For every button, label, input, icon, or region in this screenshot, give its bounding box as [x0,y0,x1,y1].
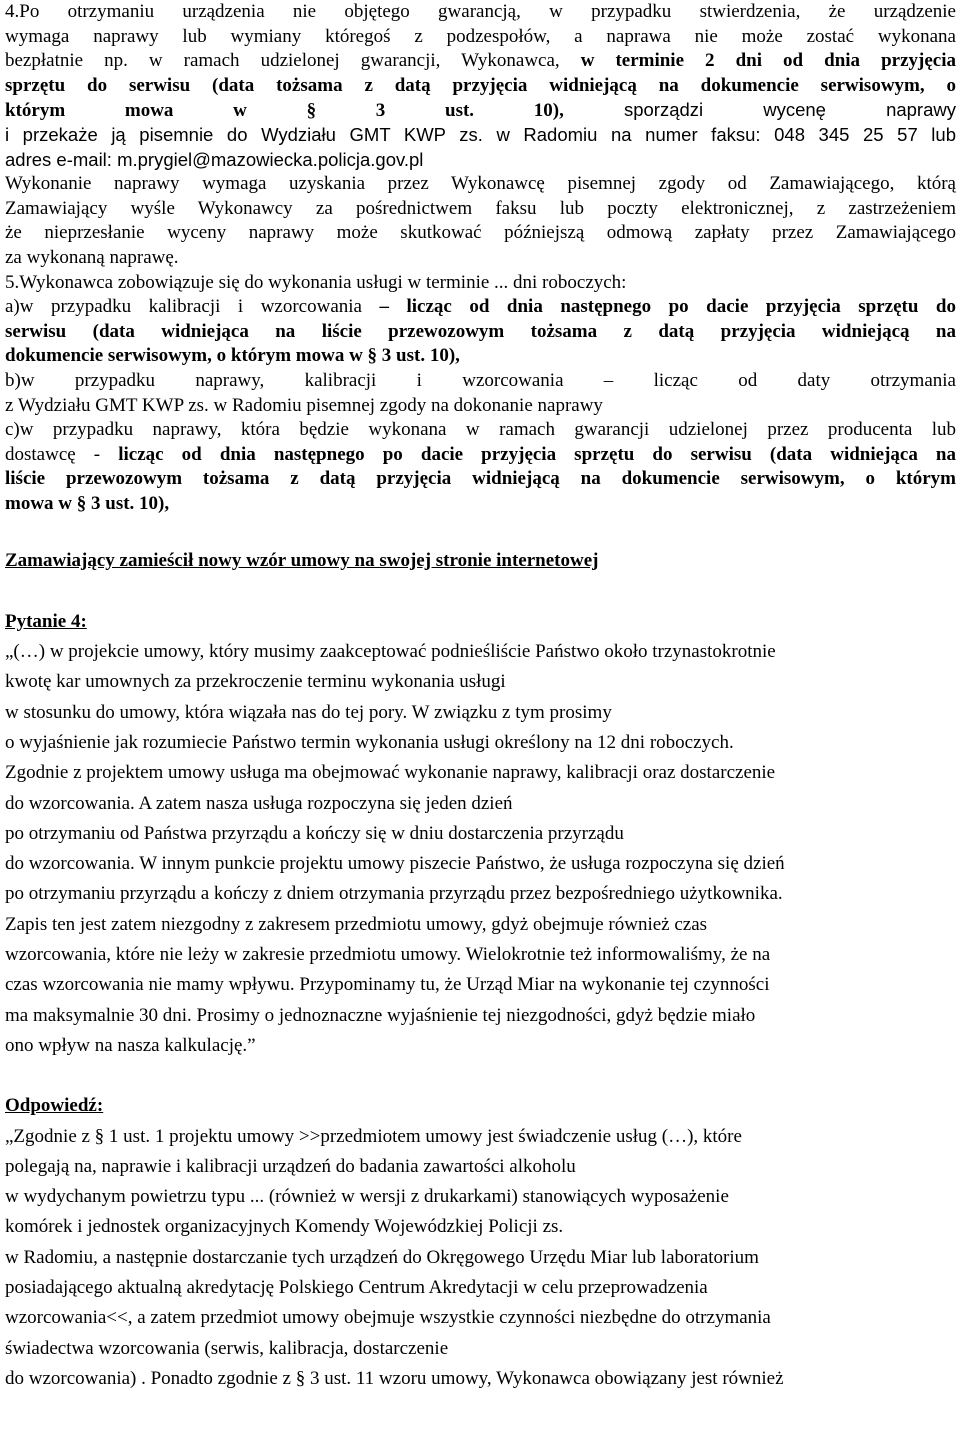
text-line: serwisu (data widniejąca na liście przewozowym tożsama z datą przyjęcia widniejącą na [5,320,956,342]
text-line: komórek i jednostek organizacyjnych Komendy Wojewódzkiej Policji zs. [5,1216,564,1238]
text-line: o wyjaśnienie jak rozumiecie Państwo termin wykonania usługi określony na 12 dni roboczych. [5,731,734,753]
text-line: kwotę kar umownych za przekroczenie terminu wykonania usługi [5,671,506,693]
text-line: wzorcowania<<, a zatem przedmiot umowy obejmuje wszystkie czynności niezbędne do otrzymania [5,1307,771,1329]
text-span: a)w przypadku kalibracji i wzorcowania [5,296,380,318]
spacer [5,1061,956,1091]
text-span: sporządzi wycenę naprawy [563,99,956,121]
answer-block [5,1091,956,1394]
text-line: „(…) w projekcie umowy, który musimy zaakceptować podnieśliście Państwo około trzynastokrotnie [5,641,776,663]
section-4-5 [5,0,956,516]
text-line: 4.Po otrzymaniu urządzenia nie objętego gwarancją, w przypadku stwierdzenia, że urządzenie [5,1,956,22]
bold-span: którym mowa w § 3 ust. 10), [5,100,564,122]
text-line: c)w przypadku naprawy, która będzie wykonana w ramach gwarancji udzielonej przez producenta lub [5,419,956,441]
text-line: Wykonanie naprawy wymaga uzyskania przez Wykonawcę pisemnej zgody od Zamawiającego, którą [5,173,956,195]
text-line: 5.Wykonawca zobowiązuje się do wykonania usługi w terminie ... dni roboczych: [5,271,627,293]
text-line: „Zgodnie z § 1 ust. 1 projektu umowy >>przedmiotem umowy jest świadczenie usług (…), które [5,1125,742,1147]
spacer [5,577,956,607]
text-line: po otrzymaniu od Państwa przyrządu a kończy się w dniu dostarczenia przyrządu [5,822,624,844]
text-line: Zamawiający wyśle Wykonawcy za pośrednictwem faksu lub poczty elektronicznej, z zastrzeżeniem [5,197,956,219]
text-line: wzorcowania, które nie leży w zakresie przedmiotu umowy. Wielokrotnie też informowaliśmy, że na [5,944,771,966]
text-line: w Radomiu, a następnie dostarczanie tych urządzeń do Okręgowego Urzędu Miar lub laboratorium [5,1246,759,1268]
text-line: Zapis ten jest zatem niezgodny z zakresem przedmiotu umowy, gdyż obejmuje również czas [5,913,708,935]
text-line: do wzorcowania. W innym punkcie projektu umowy piszecie Państwo, że usługa rozpoczyna się dzień [5,853,785,875]
text-line [5,49,956,74]
text-line: ono wpływ na nasza kalkulację.” [5,1034,256,1056]
notice-block [5,546,956,576]
text-line: polegają na, naprawie i kalibracji urządzeń do badania zawartości alkoholu [5,1155,576,1177]
text-line: świadectwa wzorcowania (serwis, kalibracja, dostarczenie [5,1337,449,1359]
text-line [5,295,956,320]
text-line: liście przewozowym tożsama z datą przyjęcia widniejącą na dokumencie serwisowym, o którym [5,468,956,490]
bold-span: licząc od dnia następnego po dacie przyjęcia sprzętu do serwisu (data widniejąca na [118,443,956,465]
text-line: że nieprzesłanie wyceny naprawy może skutkować późniejszą odmową zapłaty przez Zamawiającego [5,222,956,244]
notice-heading: Zamawiający zamieścił nowy wzór umowy na swojej stronie internetowej [5,550,599,572]
text-line: adres e-mail: m.prygiel@mazowiecka.policja.gov.pl [5,148,424,170]
text-line: czas wzorcowania nie mamy wpływu. Przypominamy tu, że Urząd Miar na wykonanie tej czynności [5,974,770,996]
text-line [5,98,956,123]
text-line: z Wydziału GMT KWP zs. w Radomiu pisemnej zgody na dokonanie naprawy [5,394,603,416]
text-line: dokumencie serwisowym, o którym mowa w § 3 ust. 10), [5,345,460,367]
bold-span: – licząc od dnia następnego po dacie przyjęcia sprzętu do [379,296,956,318]
spacer [5,516,956,546]
question-heading: Pytanie 4: [5,610,87,632]
text-line: do wzorcowania. A zatem nasza usługa rozpoczyna się jeden dzień [5,792,513,814]
text-line: Zgodnie z projektem umowy usługa ma obejmować wykonanie naprawy, kalibracji oraz dostarczenie [5,762,776,784]
text-line: i przekaże ją pisemnie do Wydziału GMT KWP zs. w Radomiu na numer faksu: 048 345 25 57 lub [5,123,956,145]
text-line: posiadającego aktualną akredytację Polskiego Centrum Akredytacji w celu przeprowadzenia [5,1277,708,1298]
text-line: sprzętu do serwisu (data tożsama z datą przyjęcia widniejącą na dokumencie serwisowym, o [5,74,956,96]
text-line: w stosunku do umowy, która wiązała nas do tej pory. W związku z tym prosimy [5,701,612,723]
text-line: do wzorcowania) . Ponadto zgodnie z § 3 ust. 11 wzoru umowy, Wykonawca obowiązany jest również [5,1367,784,1389]
text-line [5,443,956,468]
text-span: bezpłatnie np. w ramach udzielonej gwarancji, Wykonawca, [5,50,581,72]
answer-heading: Odpowiedź: [5,1095,104,1117]
question-block [5,607,956,1061]
text-line: po otrzymaniu przyrządu a kończy z dniem otrzymania przyrządu przez bezpośredniego użytkownika. [5,883,783,905]
text-line: ma maksymalnie 30 dni. Prosimy o jednoznaczne wyjaśnienie tej niezgodności, gdyż będzie miało [5,1004,756,1026]
bold-span: w terminie 2 dni od dnia przyjęcia [580,50,956,72]
text-line: za wykonaną naprawę. [5,246,179,268]
text-line: wymaga naprawy lub wymiany któregoś z podzespołów, a naprawa nie może zostać wykonana [5,25,956,47]
text-line: mowa w § 3 ust. 10), [5,492,170,514]
text-line: b)w przypadku naprawy, kalibracji i wzorcowania – licząc od daty otrzymania [5,369,956,391]
text-span: dostawcę - [5,443,119,465]
text-line: w wydychanym powietrzu typu ... (również w wersji z drukarkami) stanowiących wyposażenie [5,1186,729,1208]
